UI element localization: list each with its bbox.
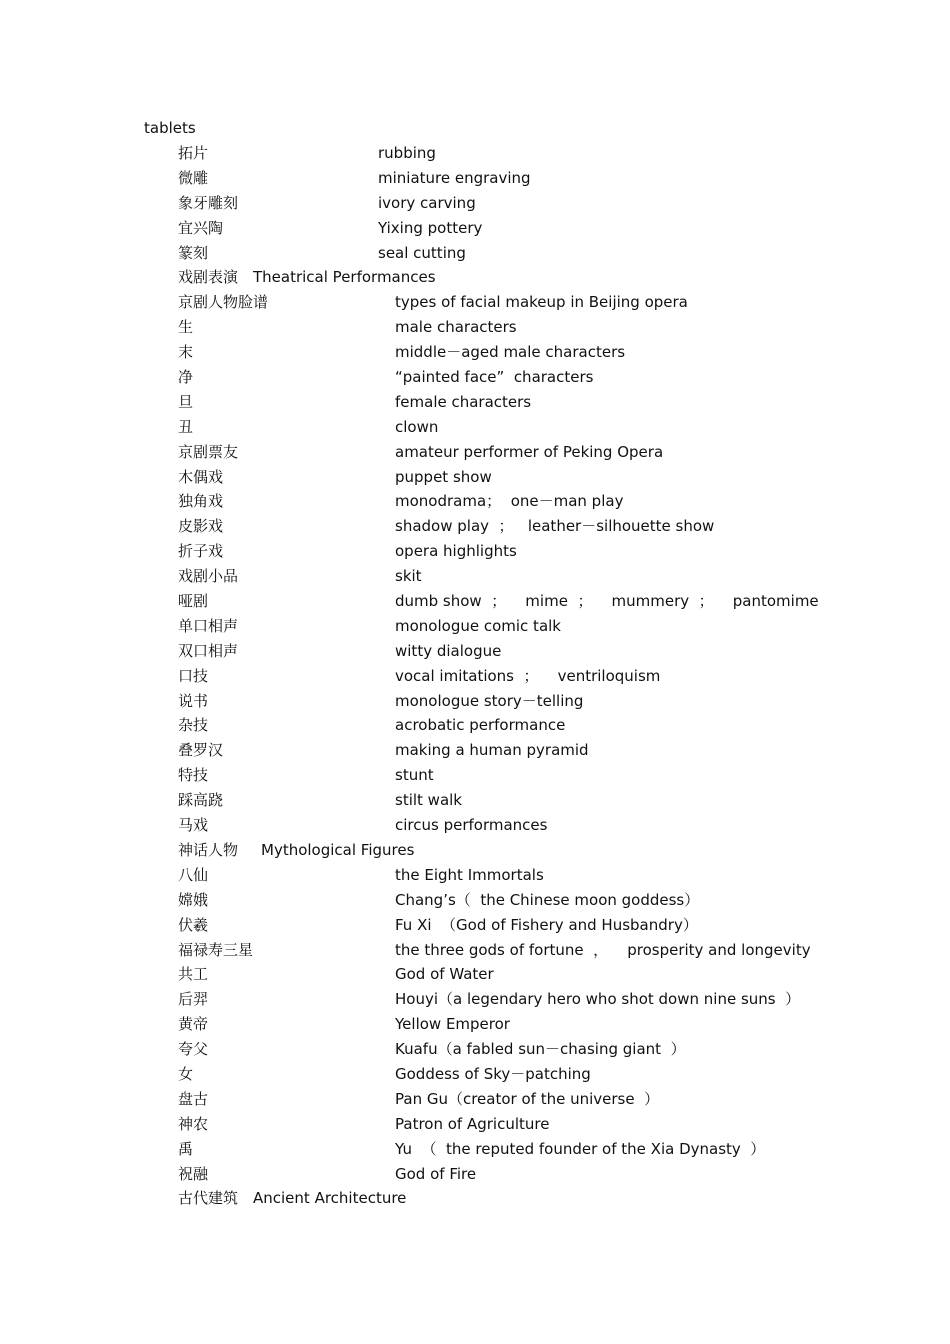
section-heading-zh: 古代建筑	[178, 1189, 239, 1208]
chinese-term: 共工	[178, 965, 209, 984]
english-term: shadow play ； leather－silhouette show	[395, 517, 715, 536]
glossary-row	[178, 218, 858, 243]
glossary-row	[178, 890, 858, 915]
glossary-row	[178, 666, 858, 691]
section-heading-arch	[178, 1188, 858, 1213]
chinese-term: 神农	[178, 1114, 209, 1133]
glossary-row	[178, 1014, 858, 1039]
english-term: witty dialogue	[395, 641, 502, 660]
chinese-term: 象牙雕刻	[178, 193, 239, 212]
glossary-row	[178, 765, 858, 790]
section-heading-en: Mythological Figures	[261, 840, 415, 859]
glossary-row	[178, 1114, 858, 1139]
section-heading-theatre	[178, 267, 858, 292]
glossary-row	[178, 491, 858, 516]
english-term: stunt	[395, 766, 434, 785]
english-term: skit	[395, 567, 422, 586]
english-term: stilt walk	[395, 791, 462, 810]
english-term: Chang’s（ the Chinese moon goddess）	[395, 890, 700, 909]
english-term: seal cutting	[378, 243, 466, 262]
english-term: opera highlights	[395, 542, 517, 561]
glossary-row	[178, 865, 858, 890]
glossary-row	[178, 989, 858, 1014]
chinese-term: 戏剧小品	[178, 567, 239, 586]
glossary-row	[178, 940, 858, 965]
chinese-term: 口技	[178, 666, 209, 685]
english-term: circus performances	[395, 816, 548, 835]
chinese-term: 旦	[178, 392, 194, 411]
english-term: the Eight Immortals	[395, 865, 544, 884]
english-term: God of Fire	[395, 1164, 477, 1183]
section-heading-en: Ancient Architecture	[253, 1189, 407, 1208]
english-term: Kuafu（a fabled sun－chasing giant ）	[395, 1040, 686, 1059]
english-term: monodrama； one－man play	[395, 492, 624, 511]
chinese-term: 微雕	[178, 168, 209, 187]
glossary-row	[178, 691, 858, 716]
chinese-term: 丑	[178, 417, 194, 436]
glossary-row	[178, 317, 858, 342]
glossary-row	[178, 715, 858, 740]
glossary-row	[178, 392, 858, 417]
chinese-term: 净	[178, 368, 194, 387]
section-heading-myth	[178, 840, 858, 865]
english-term: vocal imitations ； ventriloquism	[395, 666, 661, 685]
chinese-term: 伏羲	[178, 915, 209, 934]
section-heading-zh: 神话人物	[178, 840, 239, 859]
chinese-term: 祝融	[178, 1164, 209, 1183]
section-heading-zh: 戏剧表演	[178, 268, 239, 287]
english-term: Houyi（a legendary hero who shot down nine suns ）	[395, 990, 801, 1009]
english-term: clown	[395, 417, 439, 436]
glossary-row	[178, 193, 858, 218]
chinese-term: 福禄寿三星	[178, 940, 254, 959]
chinese-term: 女	[178, 1064, 194, 1083]
glossary-row	[178, 1164, 858, 1189]
chinese-term: 杂技	[178, 716, 209, 735]
english-term: acrobatic performance	[395, 716, 566, 735]
glossary-row	[178, 342, 858, 367]
english-term: the three gods of fortune ， prosperity and longevity	[395, 940, 811, 959]
english-term: ivory carving	[378, 193, 476, 212]
glossary-rows	[178, 143, 858, 1213]
english-term: Pan Gu（creator of the universe ）	[395, 1089, 660, 1108]
glossary-row	[178, 168, 858, 193]
chinese-term: 宜兴陶	[178, 218, 224, 237]
chinese-term: 踩高跷	[178, 791, 224, 810]
english-term: Patron of Agriculture	[395, 1114, 550, 1133]
chinese-term: 禹	[178, 1139, 194, 1158]
glossary-row	[178, 1064, 858, 1089]
glossary-row	[178, 516, 858, 541]
chinese-term: 盘古	[178, 1089, 209, 1108]
glossary-row	[178, 740, 858, 765]
glossary-row	[178, 442, 858, 467]
chinese-term: 特技	[178, 766, 209, 785]
glossary-row	[178, 1089, 858, 1114]
chinese-term: 篆刻	[178, 243, 209, 262]
glossary-row	[178, 566, 858, 591]
english-term: monologue comic talk	[395, 616, 561, 635]
chinese-term: 末	[178, 343, 194, 362]
chinese-term: 夸父	[178, 1040, 209, 1059]
english-term: Yixing pottery	[378, 218, 483, 237]
chinese-term: 折子戏	[178, 542, 224, 561]
glossary-row	[178, 1039, 858, 1064]
glossary-row	[178, 417, 858, 442]
english-term: types of facial makeup in Beijing opera	[395, 293, 688, 312]
english-term: rubbing	[378, 144, 436, 162]
glossary-row	[178, 815, 858, 840]
english-term: male characters	[395, 318, 517, 337]
glossary-row	[178, 541, 858, 566]
glossary-row	[178, 367, 858, 392]
chinese-term: 生	[178, 318, 194, 337]
glossary-row	[178, 641, 858, 666]
glossary-row	[178, 616, 858, 641]
chinese-term: 单口相声	[178, 616, 239, 635]
glossary-row	[178, 964, 858, 989]
chinese-term: 哑剧	[178, 592, 209, 611]
english-term: making a human pyramid	[395, 741, 589, 760]
english-term: Yu （ the reputed founder of the Xia Dynasty ）	[395, 1139, 766, 1158]
chinese-term: 叠罗汉	[178, 741, 224, 760]
english-term: female characters	[395, 392, 532, 411]
english-term: God of Water	[395, 965, 494, 984]
chinese-term: 嫦娥	[178, 890, 209, 909]
chinese-term: 黄帝	[178, 1015, 209, 1034]
english-term: puppet show	[395, 467, 492, 486]
chinese-term: 马戏	[178, 816, 209, 835]
english-term: Goddess of Sky－patching	[395, 1064, 591, 1083]
chinese-term: 京剧票友	[178, 442, 239, 461]
glossary-row	[178, 591, 858, 616]
english-term: Yellow Emperor	[395, 1015, 510, 1034]
chinese-term: 八仙	[178, 865, 209, 884]
english-term: “painted face” characters	[395, 368, 594, 387]
glossary-row	[178, 292, 858, 317]
english-term: monologue story－telling	[395, 691, 584, 710]
chinese-term: 京剧人物脸谱	[178, 293, 269, 312]
english-term: miniature engraving	[378, 168, 531, 187]
chinese-term: 双口相声	[178, 641, 239, 660]
english-term: dumb show ； mime ； mummery ； pantomime	[395, 592, 819, 611]
english-term: amateur performer of Peking Opera	[395, 442, 664, 461]
chinese-term: 拓片	[178, 144, 209, 162]
chinese-term: 木偶戏	[178, 467, 224, 486]
english-term: Fu Xi （God of Fishery and Husbandry）	[395, 915, 698, 934]
chinese-term: 皮影戏	[178, 517, 224, 536]
chinese-term: 说书	[178, 691, 209, 710]
chinese-term: 后羿	[178, 990, 209, 1009]
english-term: middle－aged male characters	[395, 343, 626, 362]
lead-word: tablets	[144, 119, 196, 137]
section-heading-en: Theatrical Performances	[253, 268, 436, 287]
glossary-row	[178, 243, 858, 268]
glossary-row	[178, 915, 858, 940]
glossary-row	[178, 790, 858, 815]
glossary-row	[178, 467, 858, 492]
chinese-term: 独角戏	[178, 492, 224, 511]
glossary-row	[178, 143, 858, 168]
glossary-row	[178, 1139, 858, 1164]
